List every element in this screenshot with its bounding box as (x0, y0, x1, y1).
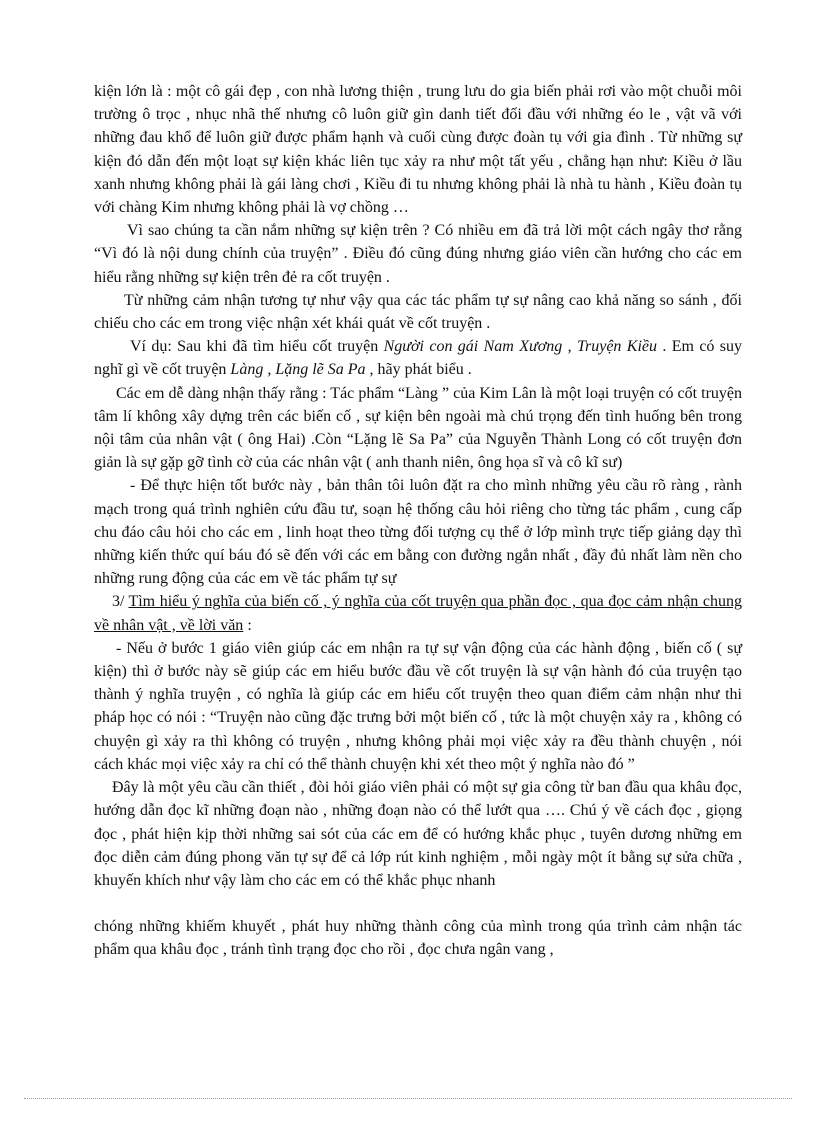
page-bottom-border (24, 1098, 792, 1099)
example-titles-1: Người con gái Nam Xương , Truyện Kiều (383, 338, 658, 356)
paragraph-9: chóng những khiếm khuyết , phát huy những thành công của mình trong qúa trình cảm nhận tác phẩm qua khâu đọc , tránh tình trạng đọc cho rồi , đọc chưa ngân vang , (94, 918, 742, 959)
paragraph-2: Vì sao chúng ta cần nắm những sự kiện trên ? Có nhiều em đã trả lời một cách ngây thơ rằng “Vì đó là nội dung chính của truyện” . Điều đó cũng đúng nhưng giáo viên cần hướng cho các em hiểu rằng những sự kiện trên đẻ ra cốt truyện . (94, 222, 742, 286)
paragraph-3: Từ những cảm nhận tương tự như vậy qua các tác phẩm tự sự nâng cao khả năng so sánh , đối chiếu cho các em trong việc nhận xét khái quát về cốt truyện . (94, 291, 742, 333)
section-heading (94, 590, 742, 636)
document-body (94, 80, 742, 962)
paragraph-example (94, 335, 742, 381)
example-text-c: . Em có suy nghĩ gì về cốt truyện (94, 338, 743, 379)
example-text-a: Ví dụ: Sau khi đã tìm hiểu cốt truyện (130, 338, 384, 356)
paragraph-8: Đây là một yêu cầu cần thiết , đòi hỏi giáo viên phải có một sự gia công từ ban đầu qua khâu đọc, hướng dẫn đọc kĩ những đoạn nào , những đoạn nào có thể lướt qua …. Chú ý về cách đọc , giọng đọc , phát hiện kịp thời những sai sót của các em để có hướng khắc phục , tuyên dương những em đọc diễn cảm đúng phong văn tự sự để cả lớp rút kinh nghiệm , mỗi ngày một ít bằng sự sửa chữa , khuyến khích như vậy làm cho các em có thể khắc phục nhanh (94, 779, 742, 889)
page-gap (94, 892, 742, 915)
heading-text: Tìm hiểu ý nghĩa của biến cố , ý nghĩa của cốt truyện qua phần đọc , qua đọc cảm nhận chung về nhân vật , về lời văn (94, 593, 742, 634)
heading-number: 3/ (112, 593, 125, 611)
paragraph-1: kiện lớn là : một cô gái đẹp , con nhà lương thiện , trung lưu do gia biến phải rơi vào một chuỗi môi trường ô trọc , nhục nhã thế nhưng cô luôn giữ gìn danh tiết đối đầu với những éo le , vật vã với những đau khổ để luôn giữ được phẩm hạnh và cuối cùng được đoàn tụ với gia đình . Từ những sự kiện đó dẫn đến một loạt sự kiện khác liên tục xảy ra như một tất yếu , chẳng hạn như: Kiều ở lầu xanh nhưng không phải là gái làng chơi , Kiều đi tu nhưng không phải là nhà tu hành , Kiều đoàn tụ với chàng Kim nhưng không phải là vợ chồng … (94, 83, 742, 217)
heading-tail: : (243, 616, 252, 634)
paragraph-7: - Nếu ở bước 1 giáo viên giúp các em nhận ra tự sự vận động của các hành động , biến cố ( sự kiện) thì ở bước này sẽ giúp các em hiểu bước đầu về cốt truyện là sự vận hành đó của truyện tạo thành ý nghĩa truyện , có nghĩa là giúp các em hiểu cốt truyện theo quan điểm cảm nhận như thi pháp học có nói : “Truyện nào cũng đặc trưng bởi một biến cố , tức là một chuyện xảy ra , không có chuyện gì xảy ra thì không có truyện , nhưng không phải mọi việc xảy ra đều thành chuyện , nói cách khác mọi việc xảy ra chỉ có thể thành chuyện khi xét theo một ý nghĩa nào đó ” (94, 639, 742, 773)
paragraph-5: Các em dễ dàng nhận thấy rằng : Tác phẩm “Làng ” của Kim Lân là một loại truyện có cốt truyện tâm lí không xây dựng trên các biến cố , sự kiện bên ngoài mà chú trọng đến tình huống bên trong nội tâm của nhân vật ( ông Hai) .Còn “Lặng lẽ Sa Pa” của Nguyễn Thành Long có cốt truyện đơn giản là sự gặp gỡ tình cờ của các nhân vật ( anh thanh niên, ông họa sĩ và cô kĩ sư) (94, 384, 742, 472)
example-text-e: , hãy phát biểu . (365, 361, 472, 379)
example-titles-2: Làng , Lặng lẽ Sa Pa (230, 361, 366, 379)
paragraph-6: - Để thực hiện tốt bước này , bản thân tôi luôn đặt ra cho mình những yêu cầu rõ ràng , rành mạch trong quá trình nghiên cứu đầu tư, soạn hệ thống câu hỏi riêng cho từng tác phẩm , cung cấp chu đáo câu hỏi cho các em , linh hoạt theo từng đối tượng cụ thể ở lớp mình trực tiếp giảng dạy thì những kiến thức quí báu đó sẽ đến với các em bằng con đường ngắn nhất , đầy đủ nhất làm nền cho những rung động của các em về tác phẩm tự sự (94, 477, 742, 588)
